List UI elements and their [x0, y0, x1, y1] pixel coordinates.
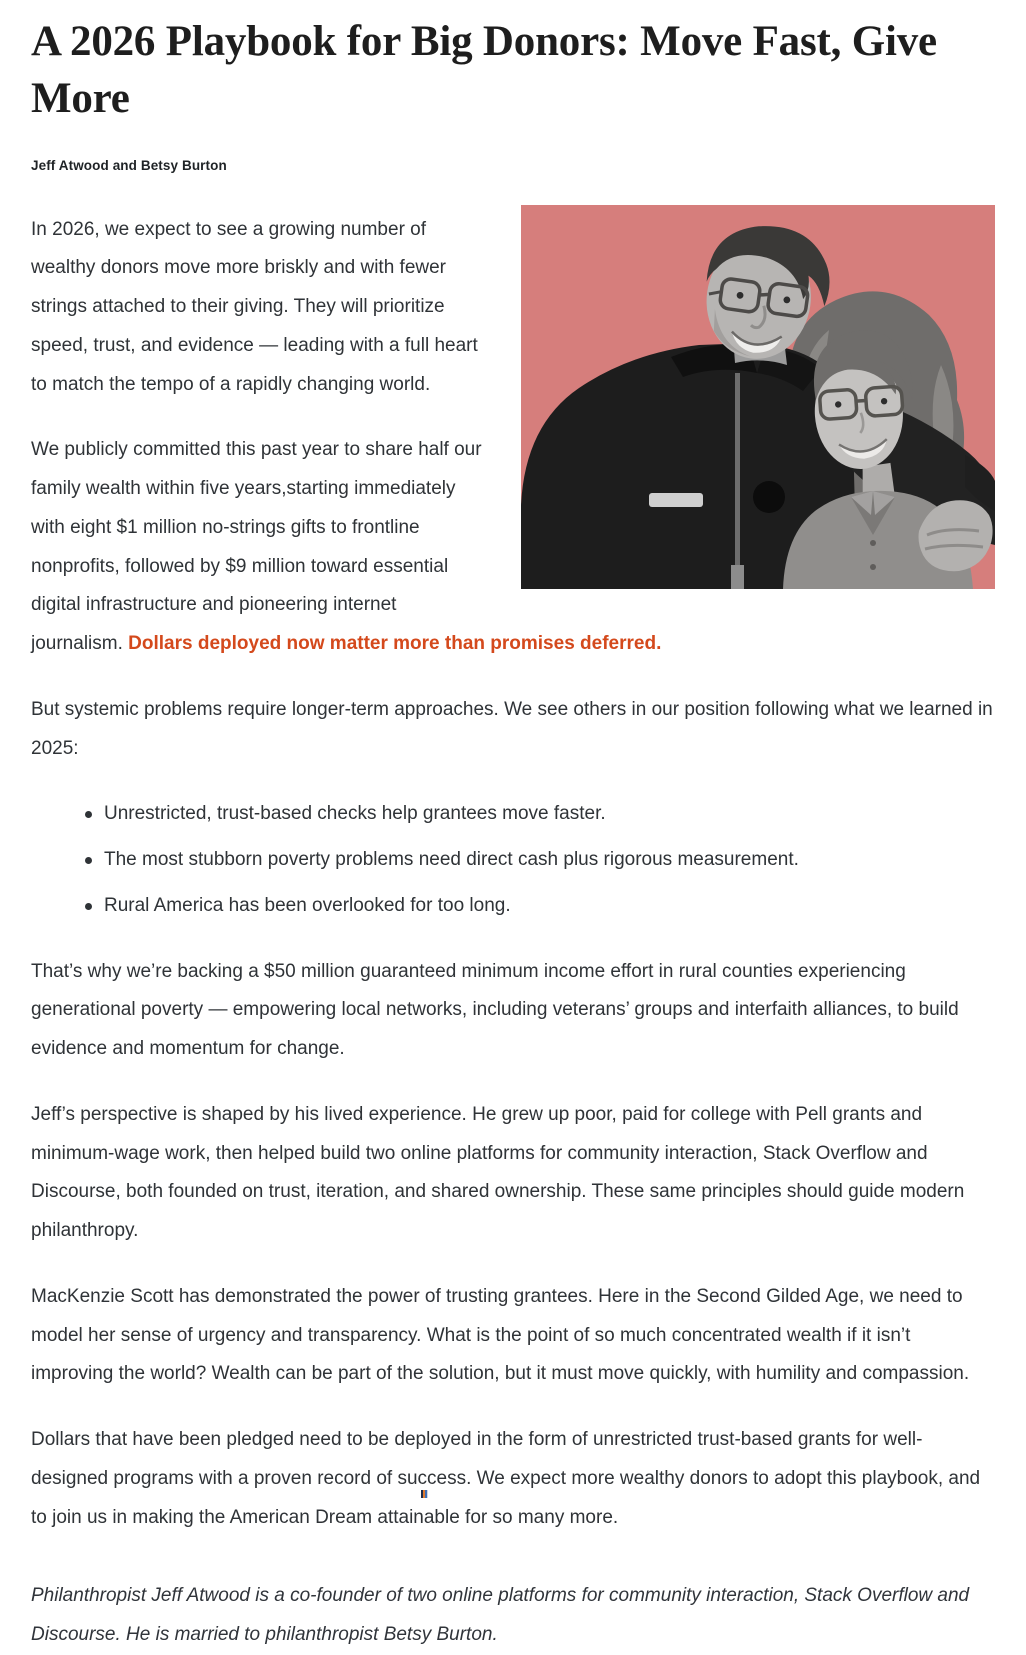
- paragraph-intro: In 2026, we expect to see a growing number of wealthy donors move more briskly and with fewer strings attached to their giving. They will prioritize speed, trust, and evidence — leading with a full heart to match the tempo of a rapidly changing world.: [31, 218, 478, 395]
- cut-off-favicon-artifact: [421, 1490, 428, 1498]
- paragraph-jeff-background: Jeff’s perspective is shaped by his lived experience. He grew up poor, paid for college with Pell grants and minimum-wage work, then helped build two online platforms for community interaction, Stack Overflow and Discourse, both founded on trust, iteration, and shared ownership. These same principles should guide modern philanthropy.: [31, 1103, 965, 1241]
- article-title: A 2026 Playbook for Big Donors: Move Fast, Give More: [31, 18, 937, 122]
- paragraph-mackenzie-scott: MacKenzie Scott has demonstrated the power of trusting grantees. Here in the Second Gilded Age, we need to model her sense of urgency and transparency. What is the point of so much concentrated wealth if it isn’t improving the world? Wealth can be part of the solution, but it must move quickly, with humility and compassion.: [31, 1285, 970, 1385]
- paragraph-rural-gmi: That’s why we’re backing a $50 million guaranteed minimum income effort in rural counties experiencing generational poverty — empowering local networks, including veterans’ groups and interfaith alliances, to build evidence and momentum for change.: [31, 960, 959, 1059]
- list-item: Rural America has been overlooked for too long.: [91, 887, 995, 926]
- list-item: Unrestricted, trust-based checks help grantees move faster.: [91, 795, 995, 834]
- list-item: The most stubborn poverty problems need direct cash plus rigorous measurement.: [91, 841, 995, 880]
- portrait-photo-illustration: [521, 205, 995, 589]
- article-byline: Jeff Atwood and Betsy Burton: [31, 157, 227, 173]
- paragraph-systemic: But systemic problems require longer-term approaches. We see others in our position following what we learned in 2025:: [31, 698, 993, 759]
- highlighted-statement: Dollars deployed now matter more than promises deferred.: [128, 633, 662, 654]
- article-photo: [521, 205, 995, 589]
- article-body: [31, 211, 995, 1655]
- paragraph-closing: Dollars that have been pledged need to be deployed in the form of unrestricted trust-based grants for well-designed programs with a proven record of success. We expect more wealthy donors to adopt this playbook, and to join us in making the American Dream attainable for so many more.: [31, 1429, 981, 1528]
- paragraph-commitment-text: We publicly committed this past year to share half our family wealth within five years,starting immediately with eight $1 million no-strings gifts to frontline nonprofits, followed by $9 million toward essential digital infrastructure and pioneering internet journalism.: [31, 439, 482, 654]
- lessons-list: [31, 795, 995, 925]
- author-bio-note: Philanthropist Jeff Atwood is a co-founder of two online platforms for community interaction, Stack Overflow and Discourse. He is married to philanthropist Betsy Burton.: [31, 1585, 970, 1645]
